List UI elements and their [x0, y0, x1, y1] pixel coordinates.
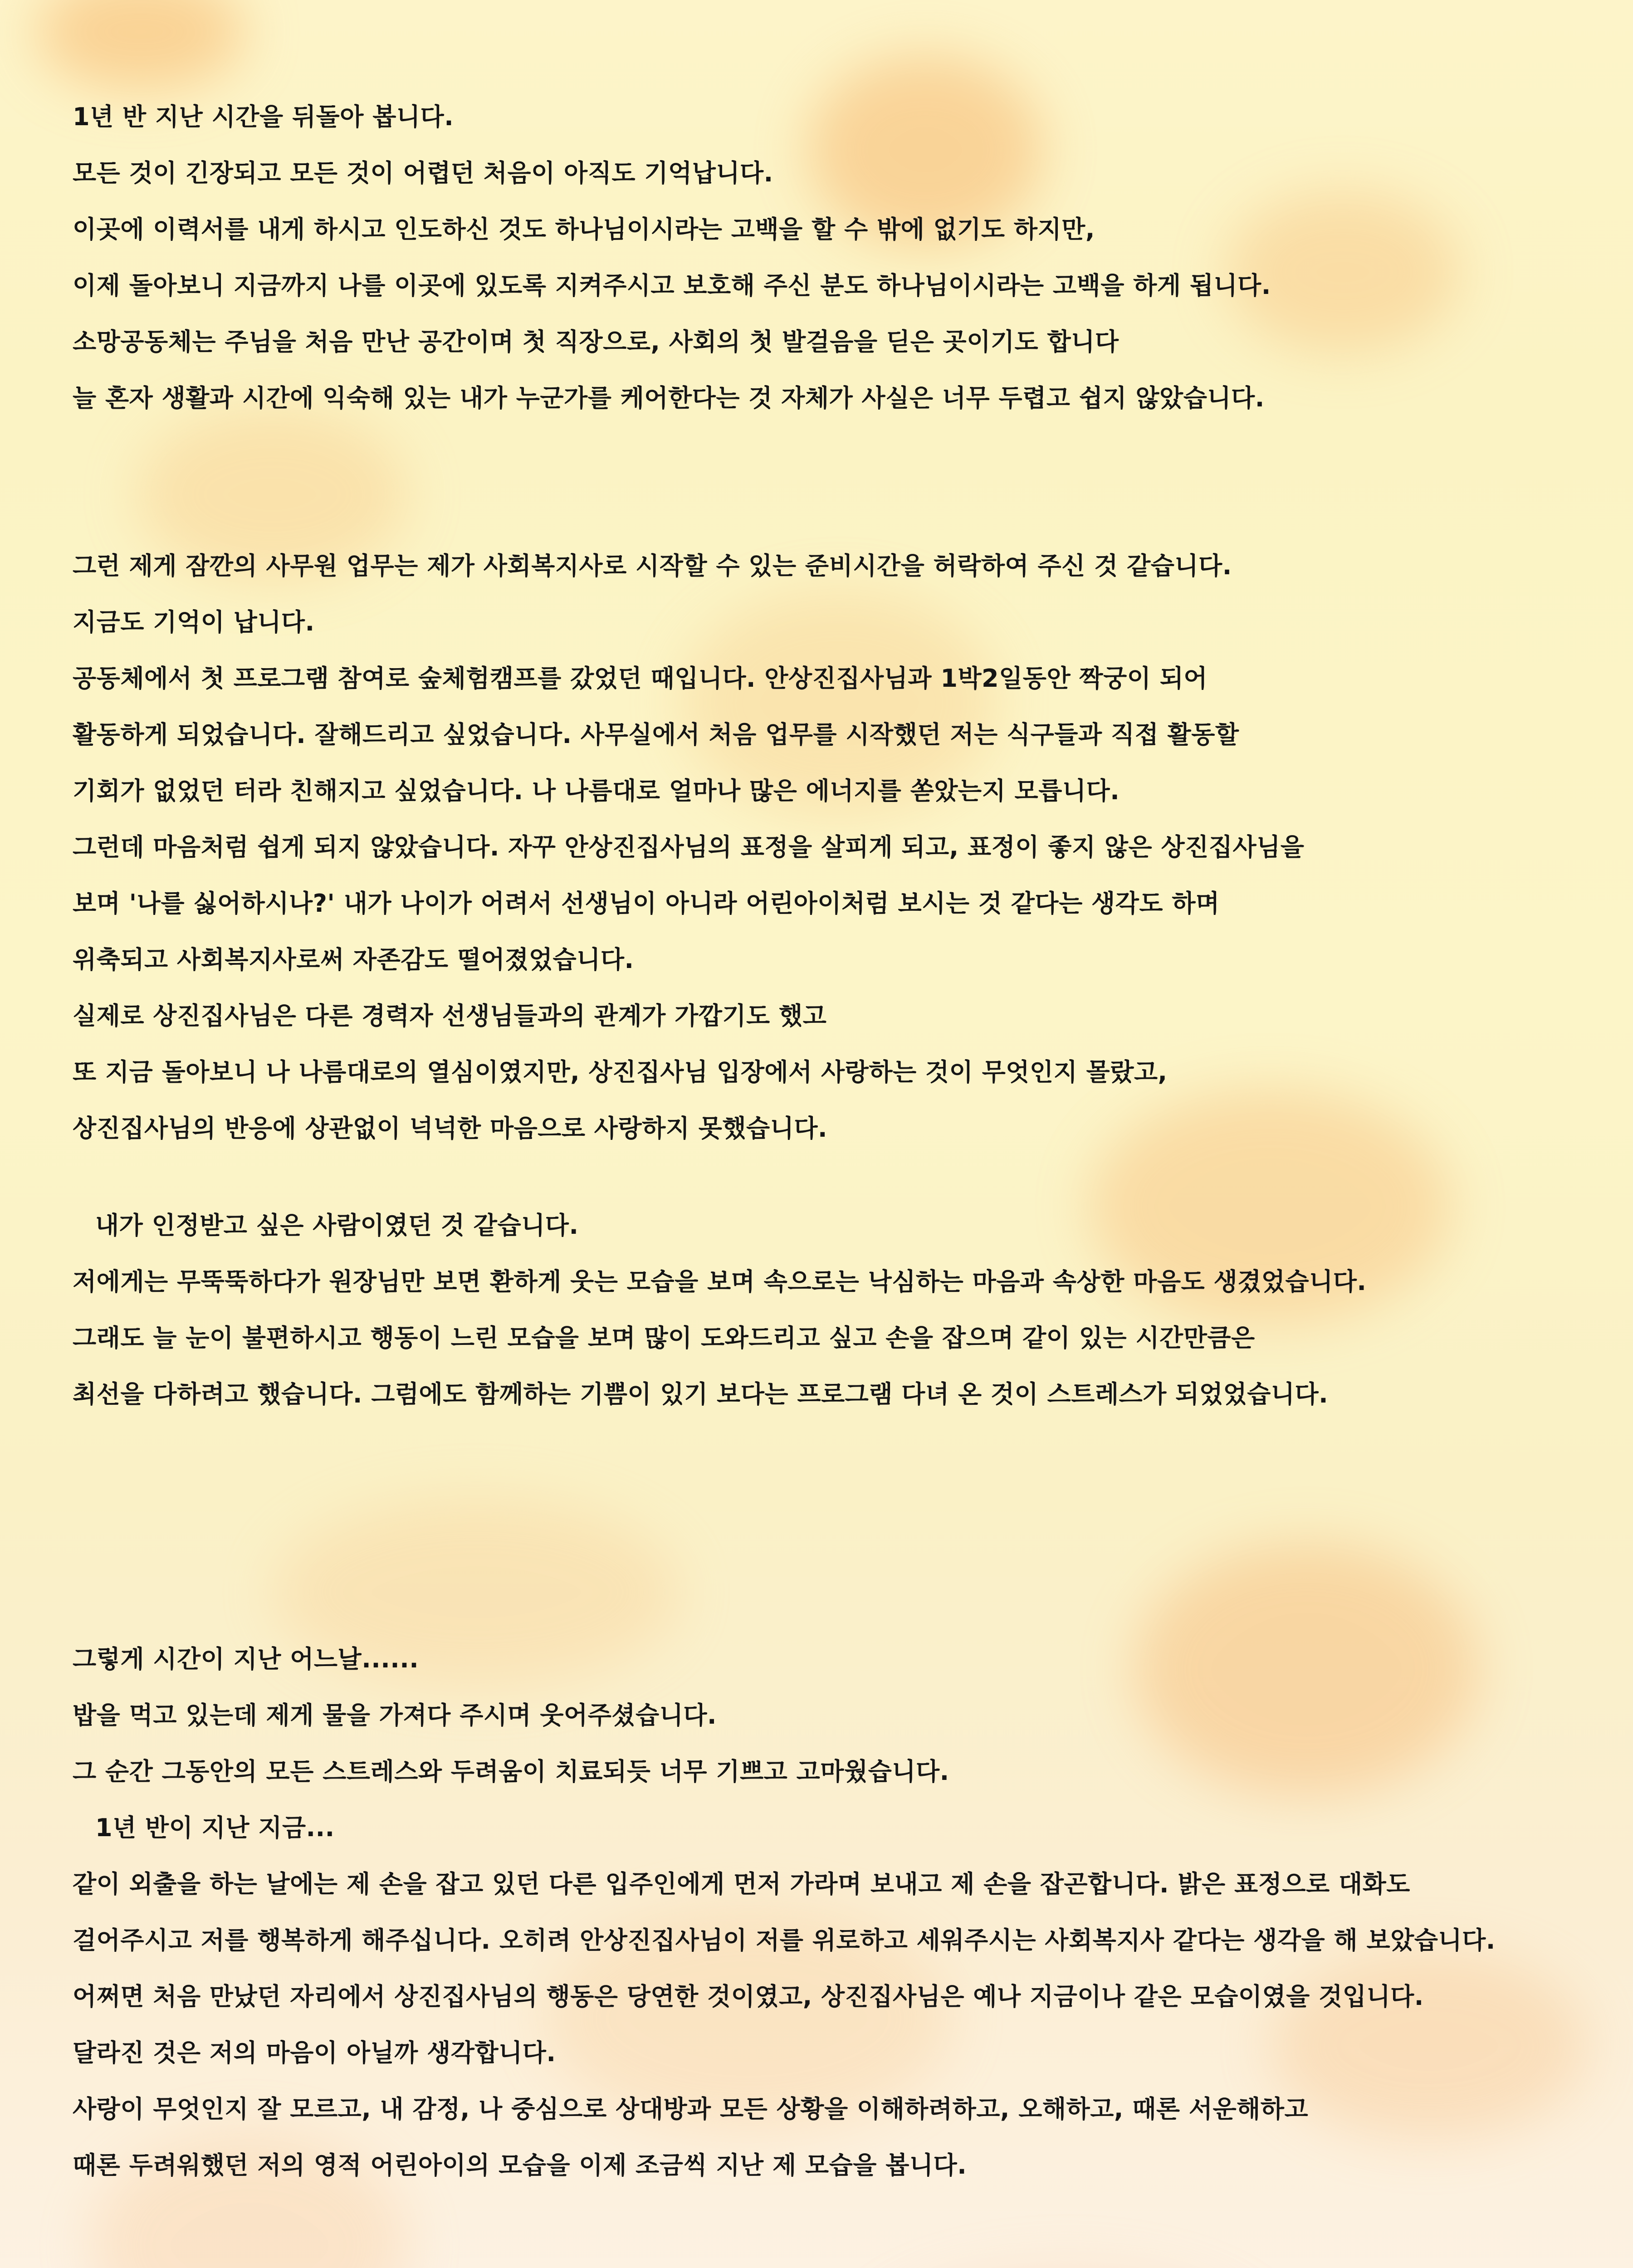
text-line: [27, 2254, 1606, 2268]
text-line: 기회가 없었던 터라 친해지고 싶었습니다. 나 나름대로 얼마나 많은 에너지를 쏟았는지 모릅니다.: [73, 777, 1120, 805]
text-line: 그런데 마음처럼 쉽게 되지 않았습니다. 자꾸 안상진집사님의 표정을 살피게 되고, 표정이 좋지 않은 상진집사님을: [73, 833, 1305, 861]
text-line: 같이 외출을 하는 날에는 제 손을 잡고 있던 다른 입주인에게 먼저 가라며 보내고 제 손을 잡곤합니다. 밝은 표정으로 대화도: [73, 1870, 1410, 1898]
text-line: 그 순간 그동안의 모든 스트레스와 두려움이 치료되듯 너무 기쁘고 고마웠습니다.: [73, 1757, 949, 1786]
text-line: 지금도 기억이 납니다.: [73, 608, 315, 636]
text-line: 걸어주시고 저를 행복하게 해주십니다. 오히려 안상진집사님이 저를 위로하고 세워주시는 사회복지사 같다는 생각을 해 보았습니다.: [73, 1926, 1496, 1955]
paragraph-3: [73, 1198, 1606, 1422]
text-line: 늘 혼자 생활과 시간에 익숙해 있는 내가 누군가를 케어한다는 것 자체가 사실은 너무 두렵고 쉽지 않았습니다.: [73, 384, 1265, 412]
text-line: 때론 두려워했던 저의 영적 어린아이의 모습을 이제 조금씩 지난 제 모습을 봅니다.: [73, 2151, 967, 2180]
text-line: 1년 반이 지난 지금...: [95, 1813, 335, 1842]
paragraph-5: [73, 1800, 1606, 2194]
text-line: 1년 반 지난 시간을 뒤돌아 봅니다.: [73, 103, 454, 131]
paragraph-2: [73, 538, 1606, 1157]
text-line: 내가 인정받고 싶은 사람이였던 것 같습니다.: [95, 1211, 579, 1240]
text-line: 사랑이 무엇인지 잘 모르고, 내 감정, 나 중심으로 상대방과 모든 상황을 이해하려하고, 오해하고, 때론 서운해하고: [73, 2095, 1309, 2123]
text-line: 그래도 늘 눈이 불편하시고 행동이 느린 모습을 보며 많이 도와드리고 싶고 손을 잡으며 같이 있는 시간만큼은: [73, 1324, 1255, 1352]
text-line: 최선을 다하려고 했습니다. 그럼에도 함께하는 기쁨이 있기 보다는 프로그램 다녀 온 것이 스트레스가 되었었습니다.: [73, 1380, 1329, 1408]
text-line: 이곳에 이력서를 내게 하시고 인도하신 것도 하나님이시라는 고백을 할 수 밖에 없기도 하지만,: [73, 215, 1095, 244]
text-line: 그렇게 시간이 지난 어느날......: [73, 1645, 419, 1673]
text-line: 모든 것이 긴장되고 모든 것이 어렵던 처음이 아직도 기억납니다.: [73, 159, 773, 187]
text-line: 또 지금 돌아보니 나 나름대로의 열심이였지만, 상진집사님 입장에서 사랑하는 것이 무엇인지 몰랐고,: [73, 1058, 1168, 1086]
text-line: 소망공동체는 주님을 처음 만난 공간이며 첫 직장으로, 사회의 첫 발걸음을 딛은 곳이기도 합니다: [73, 327, 1119, 356]
closing-paragraph: [27, 2254, 1606, 2268]
text-line: 밥을 먹고 있는데 제게 물을 가져다 주시며 웃어주셨습니다.: [73, 1701, 717, 1730]
text-line: 공동체에서 첫 프로그램 참여로 숲체험캠프를 갔었던 때입니다. 안상진집사님과 1박2일동안 짝궁이 되어: [73, 664, 1208, 693]
text-line: 어쩌면 처음 만났던 자리에서 상진집사님의 행동은 당연한 것이였고, 상진집사님은 예나 지금이나 같은 모습이였을 것입니다.: [73, 1982, 1424, 2011]
text-line: 위축되고 사회복지사로써 자존감도 떨어졌었습니다.: [73, 945, 634, 974]
text-line: 저에게는 무뚝뚝하다가 원장님만 보면 환하게 웃는 모습을 보며 속으로는 낙심하는 마음과 속상한 마음도 생겼었습니다.: [73, 1267, 1367, 1296]
text-line: 이제 돌아보니 지금까지 나를 이곳에 있도록 지켜주시고 보호해 주신 분도 하나님이시라는 고백을 하게 됩니다.: [73, 271, 1271, 300]
paragraph-4: [73, 1631, 1606, 1800]
text-line: 실제로 상진집사님은 다른 경력자 선생님들과의 관계가 가깝기도 했고: [73, 1002, 827, 1030]
text-line: 그런 제게 잠깐의 사무원 업무는 제가 사회복지사로 시작할 수 있는 준비시간을 허락하여 주신 것 같습니다.: [73, 552, 1232, 580]
text-line: 보며 '나를 싫어하시나?' 내가 나이가 어려서 선생님이 아니라 어린아이처럼 보시는 것 같다는 생각도 하며: [73, 889, 1220, 918]
text-line: 달라진 것은 저의 마음이 아닐까 생각합니다.: [73, 2038, 556, 2067]
text-line: 상진집사님의 반응에 상관없이 넉넉한 마음으로 사랑하지 못했습니다.: [73, 1114, 828, 1143]
text-line: 활동하게 되었습니다. 잘해드리고 싶었습니다. 사무실에서 처음 업무를 시작했던 저는 식구들과 직접 활동할: [73, 720, 1239, 749]
paragraph-1: [73, 89, 1606, 426]
